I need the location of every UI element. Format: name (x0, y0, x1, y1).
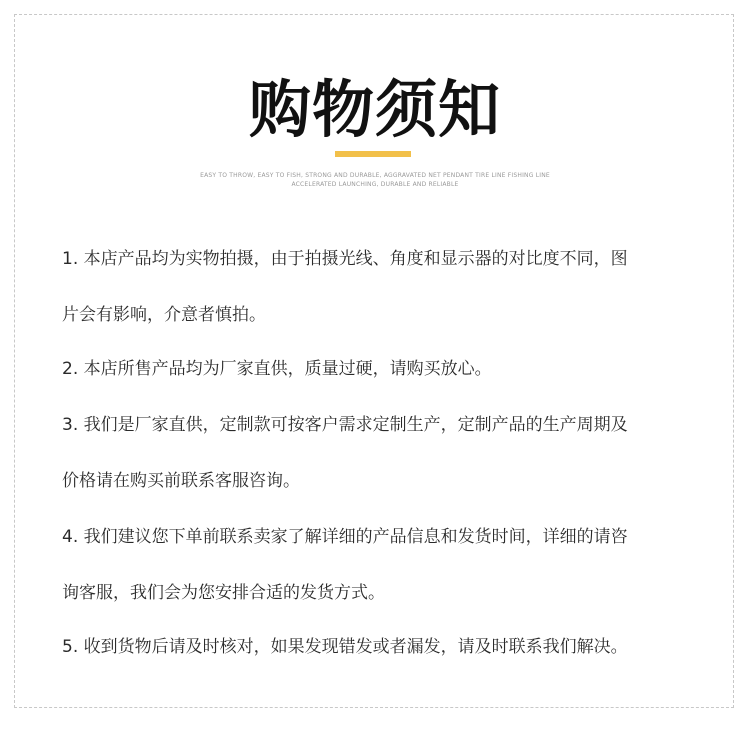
notice-4-line-1: 4. 我们建议您下单前联系卖家了解详细的产品信息和发货时间，详细的请咨 (62, 527, 628, 547)
notice-2-line-1: 2. 本店所售产品均为厂家直供，质量过硬，请购买放心。 (62, 359, 492, 379)
notice-3-line-1: 3. 我们是厂家直供，定制款可按客户需求定制生产，定制产品的生产周期及 (62, 415, 628, 435)
notice-1-line-2: 片会有影响，介意者慎拍。 (62, 305, 266, 325)
subtitle-line-2: ACCELERATED LAUNCHING, DURABLE AND RELIABLE (291, 181, 459, 188)
notice-5-line-1: 5. 收到货物后请及时核对，如果发现错发或者漏发，请及时联系我们解决。 (62, 637, 628, 657)
subtitle-line-1: EASY TO THROW, EASY TO FISH, STRONG AND DURABLE, AGGRAVATED NET PENDANT TIRE LINE FISHING LINE (200, 172, 550, 179)
title-accent-bar (335, 151, 411, 157)
notice-1-line-1: 1. 本店产品均为实物拍摄，由于拍摄光线、角度和显示器的对比度不同，图 (62, 249, 628, 269)
notice-3-line-2: 价格请在购买前联系客服咨询。 (62, 471, 300, 491)
page-title: 购物须知 (248, 73, 501, 146)
notice-4-line-2: 询客服，我们会为您安排合适的发货方式。 (62, 583, 385, 603)
